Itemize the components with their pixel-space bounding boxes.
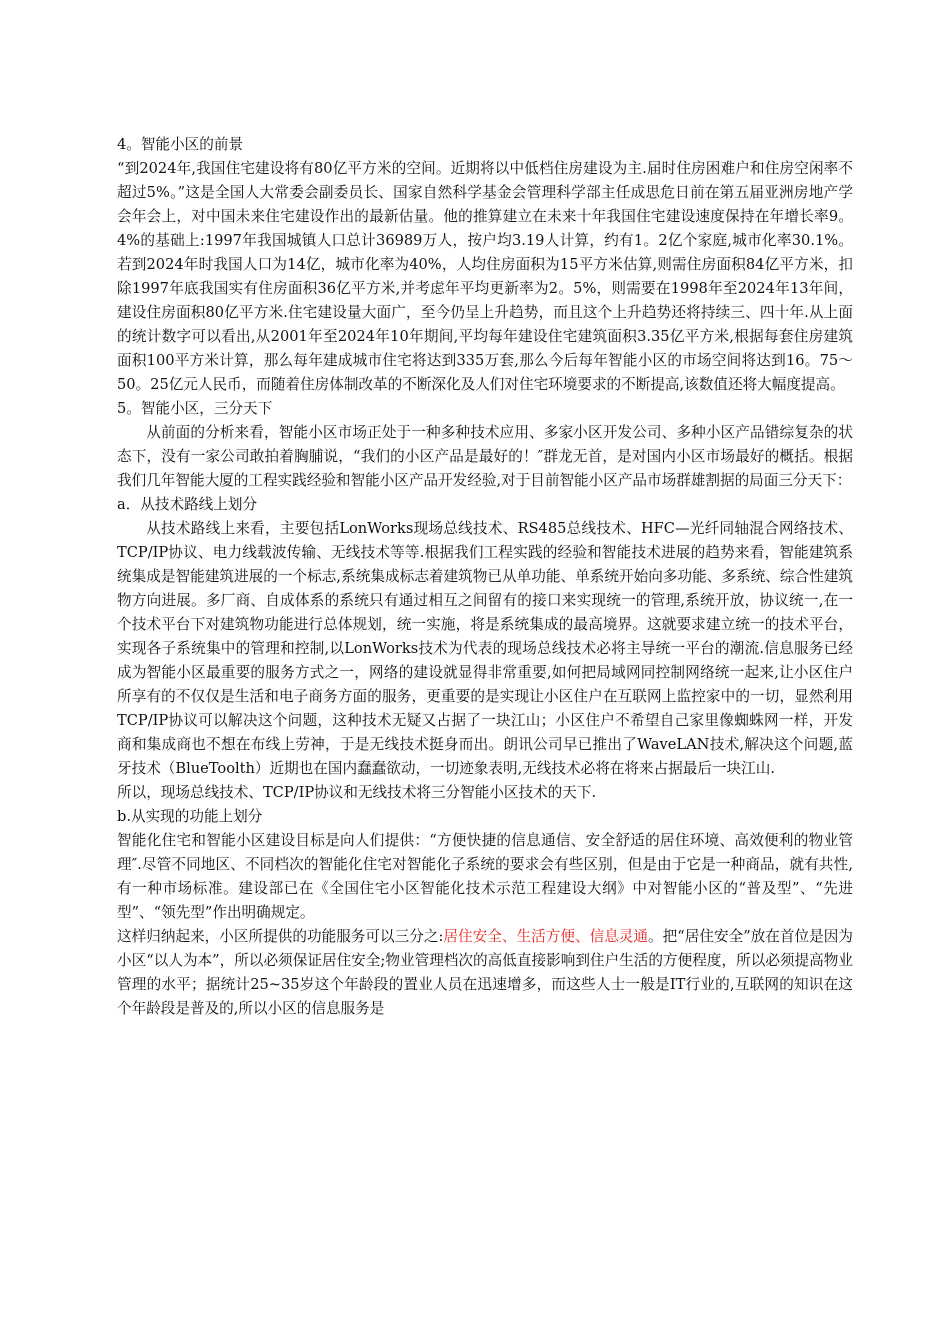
highlight-living-convenience: 生活方便 xyxy=(516,928,575,945)
subsection-b-heading: b.从实现的功能上划分 xyxy=(117,808,263,825)
section-5-intro-paragraph: 从前面的分析来看，智能小区市场正处于一种多种技术应用、多家小区开发公司、多种小区产品错综复杂的状态下，没有一家公司敢拍着胸脯说，“我们的小区产品是最好的！″群龙无首，是对国内小区市场最好的概括。根据我们几年智能大厦的工程实践经验和智能小区产品开发经验,对于目前智能小区产品市场群雄割据的局面三分天下： xyxy=(117,424,853,489)
subsection-a-conclusion: 所以，现场总线技术、TCP/IP协议和无线技术将三分智能小区技术的天下. xyxy=(117,784,597,801)
document-page xyxy=(117,133,853,1021)
subsection-b-paragraph: 智能化住宅和智能小区建设目标是向人们提供：“方便快捷的信息通信、安全舒适的居住环境、高效便利的物业管理″.尽管不同地区、不同档次的智能化住宅对智能化子系统的要求会有些区别，但是由于它是一种商品，就有共性,有一种市场标准。建设部已在《全国住宅小区智能化技术示范工程建设大纲》中对智能小区的“普及型”、“先进型”、“领先型”作出明确规定。 xyxy=(117,832,853,921)
summary-suffix: 。把“居住安全”放在首位是因为小区“以人为本”，所以必须保证居住安全;物业管理档次的高低直接影响到住户生活的方便程度，所以必须提高物业管理的水平；据统计25~35岁这个年龄段的置业人员在迅速增多，而这些人士一般是IT行业的,互联网的知识在这个年龄段是普及的,所以小区的信息服务是 xyxy=(117,928,853,1017)
section-4-heading: 4。智能小区的前景 xyxy=(117,136,244,153)
highlight-information-access: 信息灵通 xyxy=(589,928,649,945)
highlight-residential-safety: 居住安全 xyxy=(443,928,502,945)
subsection-b-summary-paragraph xyxy=(117,925,853,1021)
summary-prefix: 这样归纳起来，小区所提供的功能服务可以三分之: xyxy=(117,928,444,945)
subsection-a-paragraph: 从技术路线上来看，主要包括LonWorks现场总线技术、RS485总线技术、HFC—光纤同轴混合网络技术、TCP/IP协议、电力线载波传输、无线技术等等.根据我们工程实践的经验和智能技术进展的趋势来看，智能建筑系统集成是智能建筑进展的一个标志,系统集成标志着建筑物已从单功能、单系统开始向多功能、多系统、综合性建筑物方向进展。多厂商、自成体系的系统只有通过相互之间留有的接口来实现统一的管理,系统开放，协议统一,在一个技术平台下对建筑物功能进行总体规划，统一实施，将是系统集成的最高境界。这就要求建立统一的技术平台，实现各子系统集中的管理和控制,以LonWorks技术为代表的现场总线技术必将主导统一平台的潮流.信息服务已经成为智能小区最重要的服务方式之一，网络的建设就显得非常重要,如何把局域网同控制网络统一起来,让小区住户所享有的不仅仅是生活和电子商务方面的服务，更重要的是实现让小区住户在互联网上监控家中的一切，显然利用TCP/IP协议可以解决这个问题，这种技术无疑又占据了一块江山；小区住户不希望自己家里像蜘蛛网一样，开发商和集成商也不想在布线上劳神，于是无线技术挺身而出。朗讯公司早已推出了WaveLAN技术,解决这个问题,蓝牙技术（BlueToolth）近期也在国内蠢蠢欲动，一切迹象表明,无线技术必将在将来占据最后一块江山. xyxy=(117,520,853,777)
highlight-separator-1: 、 xyxy=(501,928,517,945)
section-5-heading: 5。智能小区，三分天下 xyxy=(117,400,273,417)
subsection-a-heading: a．从技术路线上划分 xyxy=(117,496,258,513)
section-4-paragraph: “到2024年,我国住宅建设将有80亿平方米的空间。近期将以中低档住房建设为主.届时住房困难户和住房空闲率不超过5%。”这是全国人大常委会副委员长、国家自然科学基金会管理科学部主任成思危日前在第五届亚洲房地产学会年会上，对中国未来住宅建设作出的最新估量。他的推算建立在未来十年我国住宅建设速度保持在年增长率9。4%的基础上:1997年我国城镇人口总计36989万人，按户均3.19人计算，约有1。2亿个家庭,城市化率30.1%。若到2024年时我国人口为14亿，城市化率为40%，人均住房面积为15平方米估算,则需住房面积84亿平方米，扣除1997年底我国实有住房面积36亿平方米,并考虑年平均更新率为2。5%，则需要在1998年至2024年13年间，建设住房面积80亿平方米.住宅建设量大面广，至今仍呈上升趋势，而且这个上升趋势还将持续三、四十年.从上面的统计数字可以看出,从2001年至2024年10年期间,平均每年建设住宅建筑面积3.35亿平方米,根据每套住房建筑面积100平方米计算，那么每年建成城市住宅将达到335万套,那么今后每年智能小区的市场空间将达到16。75～50。25亿元人民币，而随着住房体制改革的不断深化及人们对住宅环境要求的不断提高,该数值还将大幅度提高。 xyxy=(117,160,853,393)
highlight-separator-2: 、 xyxy=(574,928,590,945)
